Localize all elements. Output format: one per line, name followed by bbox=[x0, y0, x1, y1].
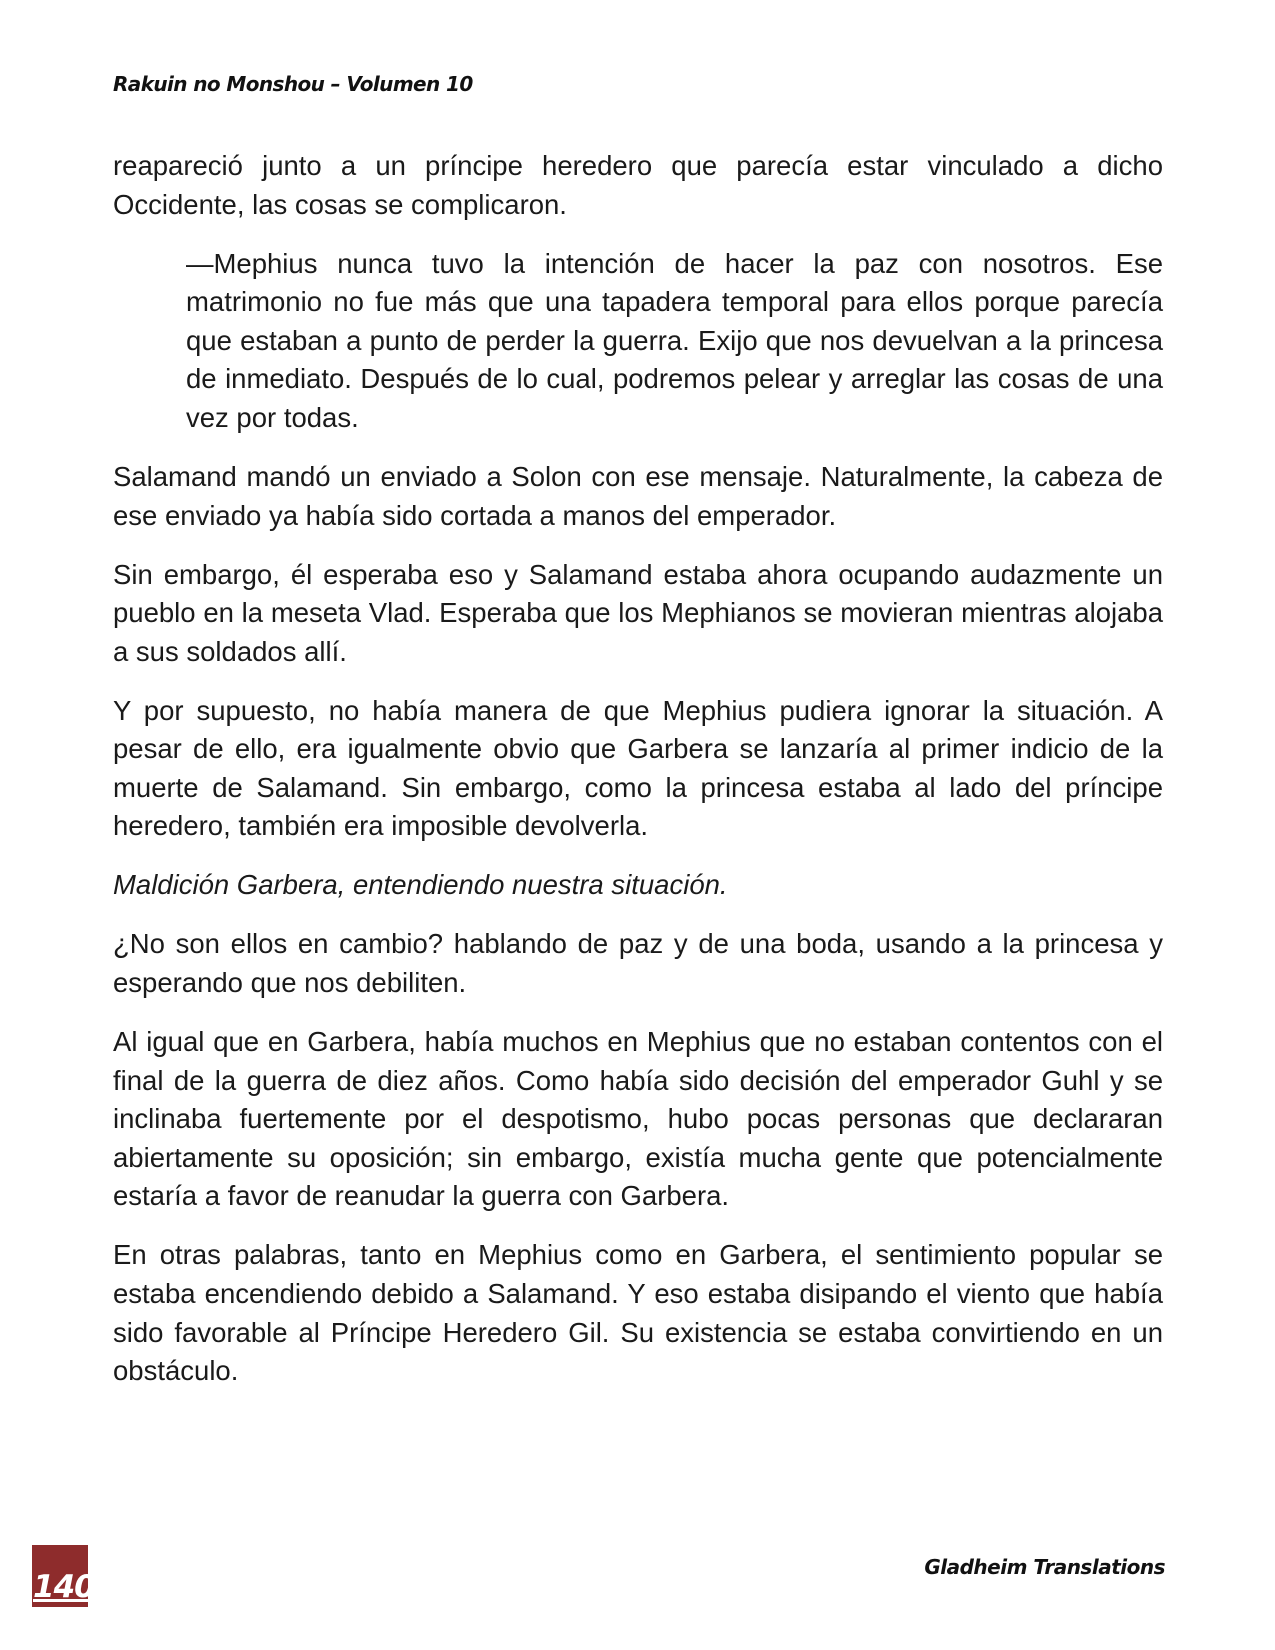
page-number: 140 bbox=[33, 1569, 95, 1605]
dialogue-quote: —Mephius nunca tuvo la intención de hacer la paz con nosotros. Ese matrimonio no fue más que una tapadera temporal para ellos porque parecía que estaban a punto de perder la guerra. Exijo que nos devuelvan a la princesa de inmediato. Después de lo cual, podremos pelear y arreglar las cosas de una vez por todas. bbox=[186, 247, 1163, 433]
page-body bbox=[113, 147, 1163, 1411]
body-paragraph: ¿No son ellos en cambio? hablando de paz y de una boda, usando a la princesa y esperando que nos debiliten. bbox=[113, 928, 1163, 999]
body-paragraph: Al igual que en Garbera, había muchos en Mephius que no estaban contentos con el final de la guerra de diez años. Como había sido decisión del emperador Guhl y se inclinaba fuertemente por el despotismo, hubo pocas personas que declararan abiertamente su oposición; sin embargo, existía mucha gente que potencialmente estaría a favor de reanudar la guerra con Garbera. bbox=[113, 1026, 1163, 1212]
running-header: Rakuin no Monshou – Volumen 10 bbox=[113, 72, 473, 96]
body-paragraph: Salamand mandó un enviado a Solon con ese mensaje. Naturalmente, la cabeza de ese enviado ya había sido cortada a manos del emperador. bbox=[113, 460, 1163, 531]
body-paragraph: Sin embargo, él esperaba eso y Salamand estaba ahora ocupando audazmente un pueblo en la meseta Vlad. Esperaba que los Mephianos se movieran mientras alojaba a sus soldados allí. bbox=[113, 558, 1163, 667]
translator-credit: Gladheim Translations bbox=[924, 1555, 1165, 1579]
body-paragraph: En otras palabras, tanto en Mephius como en Garbera, el sentimiento popular se estaba encendiendo debido a Salamand. Y eso estaba disipando el viento que había sido favorable al Príncipe Heredero Gil. Su existencia se estaba convirtiendo en un obstáculo. bbox=[113, 1239, 1163, 1387]
body-paragraph: reapareció junto a un príncipe heredero que parecía estar vinculado a dicho Occidente, las cosas se complicaron. bbox=[113, 150, 1163, 220]
body-paragraph: Y por supuesto, no había manera de que Mephius pudiera ignorar la situación. A pesar de ello, era igualmente obvio que Garbera se lanzaría al primer indicio de la muerte de Salamand. Sin embargo, como la princesa estaba al lado del príncipe heredero, también era imposible devolverla. bbox=[113, 694, 1163, 842]
inner-thought: Maldición Garbera, entendiendo nuestra situación. bbox=[113, 869, 728, 901]
